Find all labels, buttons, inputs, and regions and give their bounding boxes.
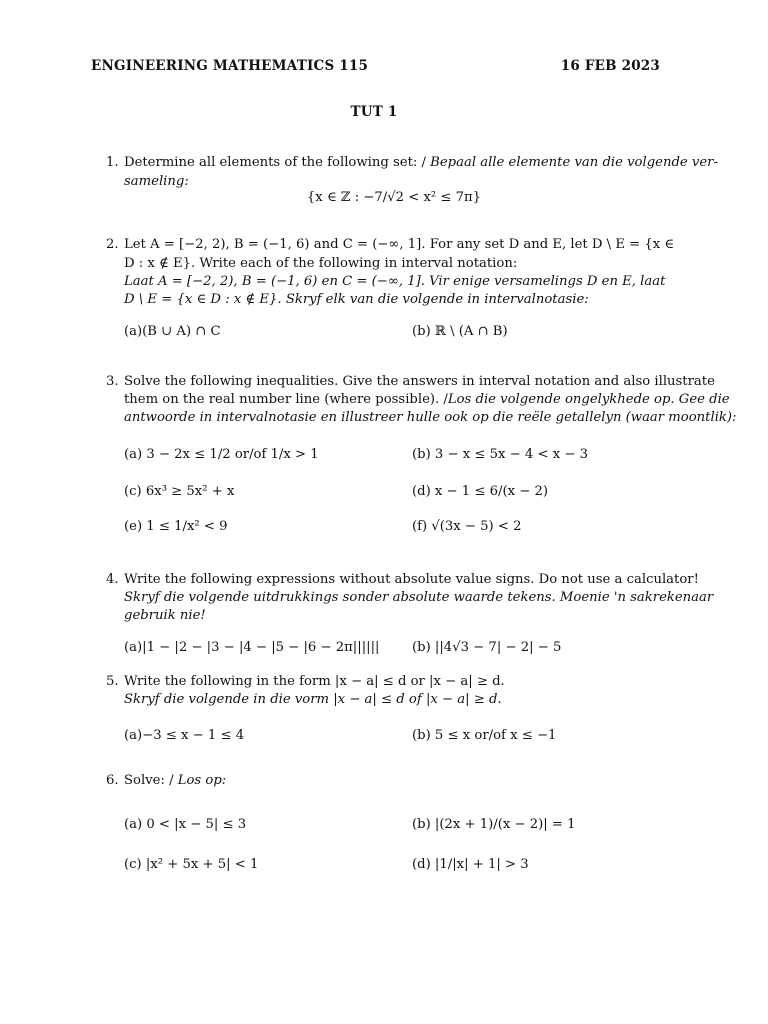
- question-text-af-cont: D \ E = {x ∈ D : x ∉ E}. Skryf elk van die volgende in intervalnotasie:: [124, 292, 589, 307]
- part-c: (c) |x² + 5x + 5| < 1: [124, 857, 259, 872]
- question-number: 6.: [106, 773, 119, 788]
- question-number: 2.: [106, 237, 119, 252]
- part-b: (b) 3 − x ≤ 5x − 4 < x − 3: [412, 447, 588, 462]
- part-a: (a) 3 − 2x ≤ 1/2 or/of 1/x > 1: [124, 447, 319, 462]
- part-f: (f) √(3x − 5) < 2: [412, 519, 522, 534]
- question-text-en-cont: D : x ∉ E}. Write each of the following in interval notation:: [124, 256, 518, 271]
- question-text-en: Determine all elements of the following set: /: [124, 155, 431, 170]
- question-number: 3.: [106, 374, 119, 389]
- set-formula: {x ∈ ℤ : −7/√2 < x² ≤ 7π}: [306, 190, 482, 205]
- part-c: (c) 6x³ ≥ 5x² + x: [124, 484, 235, 499]
- question-text-af: Los op:: [177, 773, 227, 788]
- question-text-af-cont: gebruik nie!: [124, 608, 206, 623]
- question-text-af: Bepaal alle elemente van die volgende ver-: [430, 155, 718, 170]
- question-text-en: Let A = [−2, 2), B = (−1, 6) and C = (−∞, 1]. For any set D and E, let D \ E = {x ∈: [124, 237, 675, 252]
- part-a: (a)|1 − |2 − |3 − |4 − |5 − |6 − 2π||||||: [124, 640, 380, 655]
- question-text: [124, 773, 226, 788]
- question-text-mixed: [124, 392, 730, 407]
- question-text-af: Los die volgende ongelykhede op. Gee die: [447, 392, 730, 407]
- question-text-af-cont: sameling:: [124, 174, 189, 189]
- question-text-af-cont: antwoorde in intervalnotasie en illustreer hulle ook op die reële getallelyn (waar moontlik):: [124, 410, 737, 425]
- part-d: (d) x − 1 ≤ 6/(x − 2): [412, 484, 549, 499]
- question-text-en-cont: them on the real number line (where possible). /: [124, 392, 448, 407]
- question-text-af: Laat A = [−2, 2), B = (−1, 6) en C = (−∞, 1]. Vir enige versamelings D en E, laat: [124, 274, 666, 289]
- question-text-af: Skryf die volgende in die vorm |x − a| ≤ d of |x − a| ≥ d.: [124, 692, 502, 707]
- question-number: 4.: [106, 572, 119, 587]
- part-a: (a)−3 ≤ x − 1 ≤ 4: [124, 728, 245, 743]
- question-text-en: Solve: /: [124, 773, 178, 788]
- question-text-en: Solve the following inequalities. Give the answers in interval notation and also illustrate: [124, 374, 715, 389]
- question-text: [124, 155, 718, 170]
- part-a: (a)(B ∪ A) ∩ C: [124, 324, 221, 339]
- question-text-en: Write the following in the form |x − a| ≤ d or |x − a| ≥ d.: [124, 674, 505, 689]
- part-d: (d) |1/|x| + 1| > 3: [412, 857, 529, 872]
- part-b: (b) |(2x + 1)/(x − 2)| = 1: [412, 817, 576, 832]
- question-number: 5.: [106, 674, 119, 689]
- part-b: (b) ||4√3 − 7| − 2| − 5: [412, 640, 562, 655]
- part-b: (b) 5 ≤ x or/of x ≤ −1: [412, 728, 557, 743]
- date: 16 FEB 2023: [560, 58, 660, 74]
- part-a: (a) 0 < |x − 5| ≤ 3: [124, 817, 247, 832]
- part-e: (e) 1 ≤ 1/x² < 9: [124, 519, 228, 534]
- part-b: (b) ℝ \ (A ∩ B): [412, 324, 508, 339]
- course-title: ENGINEERING MATHEMATICS 115: [91, 58, 369, 74]
- question-number: 1.: [106, 155, 119, 170]
- tutorial-title: TUT 1: [350, 104, 398, 120]
- question-text-en: Write the following expressions without absolute value signs. Do not use a calculator!: [124, 572, 699, 587]
- question-text-af: Skryf die volgende uitdrukkings sonder absolute waarde tekens. Moenie 'n sakrekenaar: [124, 590, 714, 605]
